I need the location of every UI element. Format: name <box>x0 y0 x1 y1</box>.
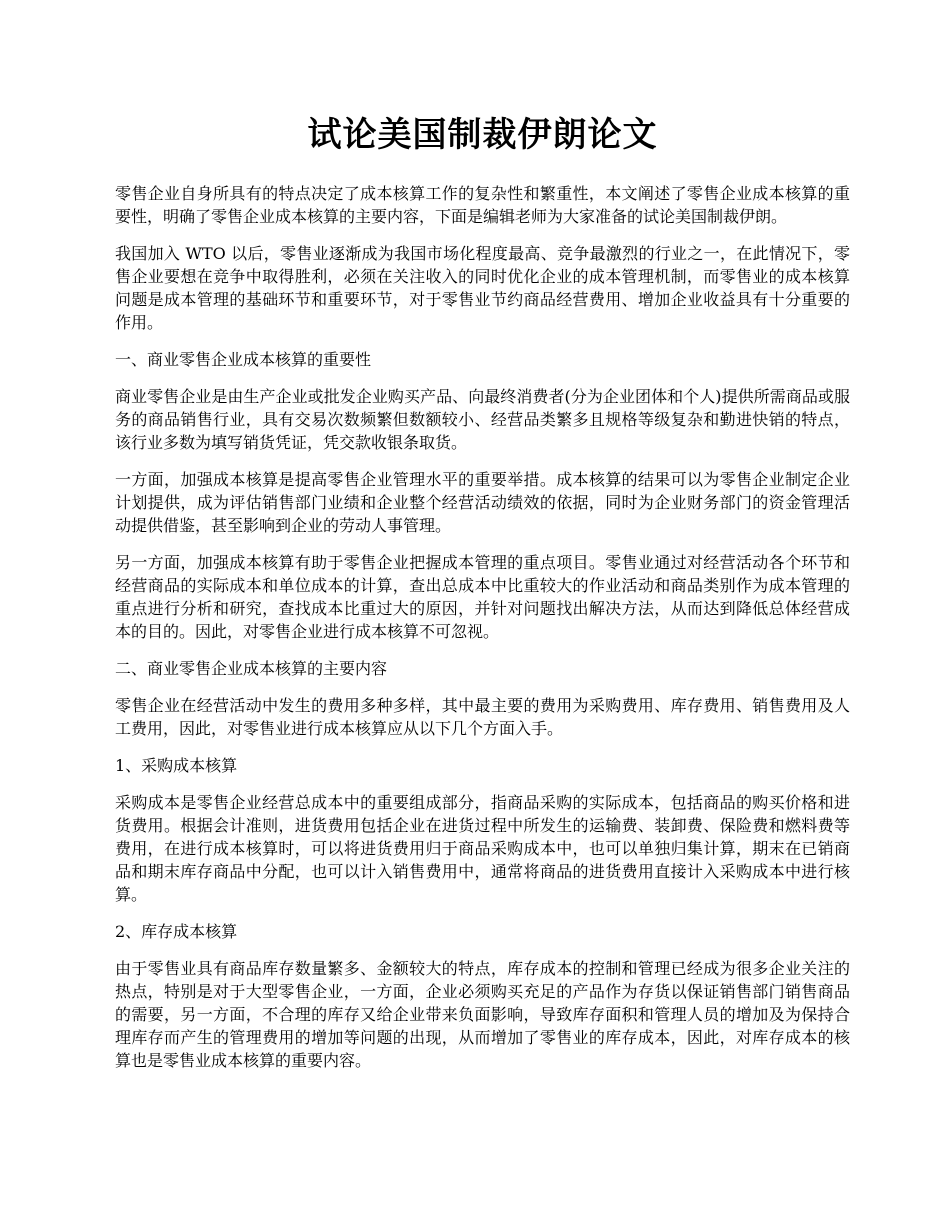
body-paragraph: 另一方面，加强成本核算有助于零售企业把握成本管理的重点项目。零售业通过对经营活动各个环节和经营商品的实际成本和单位成本的计算，查出总成本中比重较大的作业活动和商品类别作为成本管理的重点进行分析和研究，查找成本比重过大的原因，并针对问题找出解决方法，从而达到降低总体经营成本的目的。因此，对零售企业进行成本核算不可忽视。 <box>115 553 850 641</box>
document-title: 试论美国制裁伊朗论文 <box>307 115 658 155</box>
document-page <box>115 110 850 1086</box>
body-paragraph: 由于零售业具有商品库存数量繁多、金额较大的特点，库存成本的控制和管理已经成为很多企业关注的热点，特别是对于大型零售企业，一方面，企业必须购买充足的产品作为存货以保证销售部门销售商品的需要，另一方面，不合理的库存又给企业带来负面影响，导致库存面积和管理人员的增加及为保持合理库存而产生的管理费用的增加等问题的出现，从而增加了零售业的库存成本，因此，对库存成本的核算也是零售业成本核算的重要内容。 <box>115 959 850 1070</box>
wto-paragraph: 我国加入 WTO 以后，零售业逐渐成为我国市场化程度最高、竞争最激烈的行业之一，在此情况下，零售企业要想在竞争中取得胜利，必须在关注收入的同时优化企业的成本管理机制，而零售业的成本核算问题是成本管理的基础环节和重要环节，对于零售业节约商品经营费用、增加企业收益具有十分重要的作用。 <box>115 244 850 332</box>
body-paragraph: 零售企业在经营活动中发生的费用多种多样，其中最主要的费用为采购费用、库存费用、销售费用及人工费用，因此，对零售业进行成本核算应从以下几个方面入手。 <box>115 696 850 738</box>
body-paragraph: 采购成本是零售企业经营总成本中的重要组成部分，指商品采购的实际成本，包括商品的购买价格和进货费用。根据会计准则，进货费用包括企业在进货过程中所发生的运输费、装卸费、保险费和燃料费等费用，在进行成本核算时，可以将进货费用归于商品采购成本中，也可以单独归集计算，期末在已销商品和期末库存商品中分配，也可以计入销售费用中，通常将商品的进货费用直接计入采购成本中进行核算。 <box>115 793 850 904</box>
section-heading-2: 二、商业零售企业成本核算的主要内容 <box>115 659 388 678</box>
subsection-heading-1: 1、采购成本核算 <box>115 756 238 775</box>
intro-paragraph: 零售企业自身所具有的特点决定了成本核算工作的复杂性和繁重性，本文阐述了零售企业成本核算的重要性，明确了零售企业成本核算的主要内容，下面是编辑老师为大家准备的试论美国制裁伊朗。 <box>115 184 850 226</box>
body-paragraph: 商业零售企业是由生产企业或批发企业购买产品、向最终消费者(分为企业团体和个人)提供所需商品或服务的商品销售行业，具有交易次数频繁但数额较小、经营品类繁多且规格等级复杂和勤进快销的特点，该行业多数为填写销货凭证，凭交款收银条取货。 <box>115 387 850 452</box>
section-heading-1: 一、商业零售企业成本核算的重要性 <box>115 350 372 369</box>
subsection-heading-2: 2、库存成本核算 <box>115 922 238 941</box>
body-paragraph: 一方面，加强成本核算是提高零售企业管理水平的重要举措。成本核算的结果可以为零售企业制定企业计划提供，成为评估销售部门业绩和企业整个经营活动绩效的依据，同时为企业财务部门的资金管理活动提供借鉴，甚至影响到企业的劳动人事管理。 <box>115 470 850 535</box>
